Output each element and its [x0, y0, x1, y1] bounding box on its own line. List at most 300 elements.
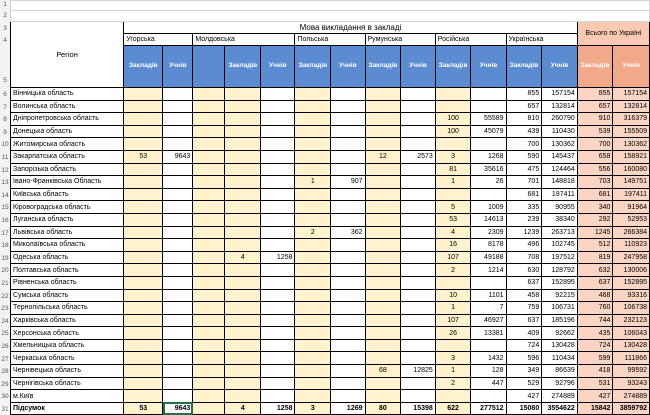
cell[interactable] [401, 302, 436, 315]
cell[interactable] [331, 352, 365, 365]
cell[interactable]: 1432 [471, 352, 506, 365]
cell[interactable] [124, 339, 163, 352]
cell[interactable] [225, 264, 261, 277]
region-cell[interactable]: м.Київ [11, 390, 124, 403]
region-cell[interactable]: Івано-Франківська Область [11, 176, 124, 189]
cell[interactable]: 100 [435, 125, 471, 138]
cell[interactable]: 197411 [613, 188, 650, 201]
cell[interactable] [295, 113, 331, 126]
cell[interactable] [163, 339, 193, 352]
cell[interactable]: 149751 [613, 176, 650, 189]
cell[interactable] [193, 113, 225, 126]
table-row[interactable] [11, 251, 650, 264]
cell[interactable]: 106731 [542, 302, 578, 315]
cell[interactable]: 531 [577, 377, 613, 390]
cell[interactable] [163, 201, 193, 214]
row-number[interactable]: 5 [3, 77, 7, 84]
cell[interactable] [331, 390, 365, 403]
row-number[interactable]: 13 [1, 179, 9, 187]
cell[interactable] [124, 239, 163, 252]
cell[interactable] [261, 176, 295, 189]
cell[interactable] [295, 302, 331, 315]
cell[interactable] [261, 125, 295, 138]
cell[interactable] [163, 352, 193, 365]
cell[interactable] [331, 339, 365, 352]
cell[interactable]: 3 [435, 352, 471, 365]
cell[interactable] [225, 239, 261, 252]
cell[interactable] [365, 314, 401, 327]
cell[interactable]: 810 [506, 113, 542, 126]
cell[interactable]: 3554622 [542, 402, 578, 415]
cell[interactable] [124, 314, 163, 327]
sub-header[interactable]: Учнів [542, 46, 578, 88]
cell[interactable]: 855 [506, 88, 542, 101]
cell[interactable] [365, 390, 401, 403]
region-cell[interactable]: Закарпатська область [11, 150, 124, 163]
sub-header[interactable]: Закладів [365, 46, 401, 88]
cell[interactable] [435, 390, 471, 403]
table-row[interactable] [11, 314, 650, 327]
cell[interactable] [163, 314, 193, 327]
cell[interactable]: 46927 [471, 314, 506, 327]
region-cell[interactable]: Харківська область [11, 314, 124, 327]
table-row[interactable] [11, 226, 650, 239]
cell[interactable] [124, 377, 163, 390]
cell[interactable]: 155509 [613, 125, 650, 138]
cell[interactable]: 9643 [163, 402, 193, 415]
cell[interactable] [401, 289, 436, 302]
cell[interactable]: 148818 [542, 176, 578, 189]
cell[interactable]: 81 [435, 163, 471, 176]
cell[interactable]: 7 [471, 302, 506, 315]
cell[interactable] [365, 201, 401, 214]
cell[interactable]: 53 [124, 150, 163, 163]
cell[interactable] [193, 390, 225, 403]
cell[interactable]: 1239 [506, 226, 542, 239]
cell[interactable] [261, 100, 295, 113]
cell[interactable] [225, 390, 261, 403]
cell[interactable] [365, 339, 401, 352]
cell[interactable] [295, 188, 331, 201]
cell[interactable] [225, 365, 261, 378]
cell[interactable]: 99592 [613, 365, 650, 378]
cell[interactable] [163, 125, 193, 138]
cell[interactable]: 681 [506, 188, 542, 201]
cell[interactable] [225, 88, 261, 101]
table-row[interactable] [11, 377, 650, 390]
cell[interactable] [193, 163, 225, 176]
cell[interactable] [295, 88, 331, 101]
table-row[interactable] [11, 100, 650, 113]
cell[interactable] [401, 125, 436, 138]
table-row[interactable] [11, 138, 650, 151]
cell[interactable] [124, 226, 163, 239]
cell[interactable] [331, 150, 365, 163]
cell[interactable] [193, 339, 225, 352]
cell[interactable]: 107 [435, 314, 471, 327]
cell[interactable] [225, 302, 261, 315]
cell[interactable] [163, 88, 193, 101]
row-number[interactable]: 7 [3, 103, 7, 111]
cell[interactable]: 157154 [542, 88, 578, 101]
cell[interactable] [163, 289, 193, 302]
cell[interactable] [261, 264, 295, 277]
cell[interactable]: 68 [365, 365, 401, 378]
cell[interactable]: 468 [577, 289, 613, 302]
region-cell[interactable]: Чернівецька область [11, 365, 124, 378]
cell[interactable]: 106043 [613, 327, 650, 340]
cell[interactable] [124, 365, 163, 378]
cell[interactable] [193, 125, 225, 138]
sub-header[interactable]: Учнів [261, 46, 295, 88]
cell[interactable]: 45079 [471, 125, 506, 138]
cell[interactable]: 622 [435, 402, 471, 415]
cell[interactable] [435, 100, 471, 113]
cell[interactable]: 1 [295, 176, 331, 189]
cell[interactable] [401, 276, 436, 289]
cell[interactable]: 1101 [471, 289, 506, 302]
region-cell[interactable]: Дніпропетровська область [11, 113, 124, 126]
sub-header[interactable]: Закладів [577, 46, 613, 88]
cell[interactable]: 2 [435, 377, 471, 390]
cell[interactable] [295, 390, 331, 403]
cell[interactable]: 632 [577, 264, 613, 277]
cell[interactable] [401, 239, 436, 252]
cell[interactable]: 2309 [471, 226, 506, 239]
row-number[interactable]: 26 [1, 343, 9, 350]
cell[interactable]: 512 [577, 239, 613, 252]
region-cell[interactable]: Підсумок [11, 402, 124, 415]
cell[interactable] [365, 352, 401, 365]
cell[interactable] [365, 176, 401, 189]
table-row[interactable] [11, 176, 650, 189]
cell[interactable] [225, 125, 261, 138]
cell[interactable] [331, 276, 365, 289]
table-row[interactable] [11, 264, 650, 277]
row-number[interactable]: 1 [3, 1, 7, 8]
table-row[interactable] [11, 88, 650, 101]
cell[interactable] [193, 213, 225, 226]
cell[interactable]: 3859792 [613, 402, 650, 415]
cell[interactable] [261, 352, 295, 365]
cell[interactable]: 539 [577, 125, 613, 138]
cell[interactable]: 658 [577, 150, 613, 163]
cell[interactable]: 14613 [471, 213, 506, 226]
cell[interactable]: 1245 [577, 226, 613, 239]
sub-header[interactable]: Закладів [225, 46, 261, 88]
cell[interactable]: 760 [577, 302, 613, 315]
cell[interactable]: 102745 [542, 239, 578, 252]
row-number[interactable]: 15 [1, 204, 9, 212]
cell[interactable] [401, 88, 436, 101]
cell[interactable] [225, 163, 261, 176]
table-row[interactable] [11, 239, 650, 252]
cell[interactable] [193, 100, 225, 113]
table-row[interactable] [11, 188, 650, 201]
cell[interactable] [124, 213, 163, 226]
table-row[interactable] [11, 276, 650, 289]
cell[interactable]: 52953 [613, 213, 650, 226]
sub-header[interactable]: Учнів [613, 46, 650, 88]
cell[interactable]: 110430 [542, 125, 578, 138]
cell[interactable]: 599 [577, 352, 613, 365]
cell[interactable] [401, 251, 436, 264]
sub-header[interactable]: Учнів [331, 46, 365, 88]
row-number[interactable]: 24 [1, 317, 9, 325]
cell[interactable]: 110923 [613, 239, 650, 252]
cell[interactable] [365, 289, 401, 302]
row-number[interactable]: 30 [1, 393, 9, 401]
cell[interactable] [471, 276, 506, 289]
cell[interactable]: 100 [435, 113, 471, 126]
cell[interactable] [295, 352, 331, 365]
cell[interactable] [163, 264, 193, 277]
cell[interactable] [365, 113, 401, 126]
region-cell[interactable]: Луганська область [11, 213, 124, 226]
region-cell[interactable]: Хмельницька область [11, 339, 124, 352]
row-number[interactable]: 16 [1, 217, 9, 224]
cell[interactable] [471, 339, 506, 352]
cell[interactable] [331, 88, 365, 101]
cell[interactable] [124, 88, 163, 101]
cell[interactable]: 2573 [401, 150, 436, 163]
cell[interactable] [295, 100, 331, 113]
row-number[interactable]: 17 [1, 229, 9, 237]
region-cell[interactable]: Полтавська область [11, 264, 124, 277]
cell[interactable] [295, 163, 331, 176]
cell[interactable] [261, 226, 295, 239]
region-cell[interactable]: Львівська область [11, 226, 124, 239]
cell[interactable] [225, 201, 261, 214]
cell[interactable] [193, 239, 225, 252]
cell[interactable] [225, 138, 261, 151]
cell[interactable] [261, 88, 295, 101]
cell[interactable] [124, 276, 163, 289]
cell[interactable] [295, 339, 331, 352]
cell[interactable]: 1 [435, 365, 471, 378]
cell[interactable] [261, 390, 295, 403]
cell[interactable]: 819 [577, 251, 613, 264]
cell[interactable]: 700 [577, 138, 613, 151]
cell[interactable] [471, 188, 506, 201]
cell[interactable] [331, 113, 365, 126]
cell[interactable]: 111866 [613, 352, 650, 365]
language-title[interactable]: Мова викладання в закладі [124, 22, 578, 34]
cell[interactable] [261, 314, 295, 327]
cell[interactable]: 1258 [261, 251, 295, 264]
cell[interactable] [261, 302, 295, 315]
cell[interactable] [163, 251, 193, 264]
cell[interactable]: 744 [577, 314, 613, 327]
cell[interactable] [225, 213, 261, 226]
cell[interactable] [365, 213, 401, 226]
cell[interactable]: 1258 [261, 402, 295, 415]
cell[interactable] [225, 100, 261, 113]
cell[interactable] [163, 239, 193, 252]
cell[interactable] [261, 213, 295, 226]
cell[interactable] [261, 377, 295, 390]
cell[interactable] [193, 327, 225, 340]
cell[interactable] [163, 176, 193, 189]
cell[interactable] [401, 201, 436, 214]
row-number[interactable]: 14 [1, 191, 9, 199]
table-row[interactable] [11, 352, 650, 365]
cell[interactable]: 132814 [542, 100, 578, 113]
cell[interactable] [471, 88, 506, 101]
cell[interactable]: 157154 [613, 88, 650, 101]
cell[interactable] [124, 125, 163, 138]
cell[interactable] [295, 201, 331, 214]
cell[interactable] [401, 339, 436, 352]
cell[interactable] [295, 365, 331, 378]
cell[interactable] [401, 176, 436, 189]
cell[interactable] [435, 138, 471, 151]
cell[interactable]: 132814 [613, 100, 650, 113]
cell[interactable] [225, 352, 261, 365]
cell[interactable] [401, 264, 436, 277]
cell[interactable]: 362 [331, 226, 365, 239]
cell[interactable] [261, 276, 295, 289]
cell[interactable] [124, 201, 163, 214]
region-cell[interactable]: Донецька область [11, 125, 124, 138]
sub-header[interactable]: Закладів [295, 46, 331, 88]
cell[interactable] [295, 213, 331, 226]
cell[interactable]: 16 [435, 239, 471, 252]
row-number[interactable]: 11 [1, 154, 9, 161]
cell[interactable]: 152895 [542, 276, 578, 289]
region-cell[interactable]: Черкаська область [11, 352, 124, 365]
row-number[interactable]: 18 [1, 242, 9, 250]
cell[interactable] [365, 226, 401, 239]
cell[interactable] [365, 302, 401, 315]
total-row[interactable] [11, 402, 650, 415]
cell[interactable]: 427 [506, 390, 542, 403]
table-row[interactable] [11, 201, 650, 214]
cell[interactable]: 92796 [542, 377, 578, 390]
table-row[interactable] [11, 163, 650, 176]
cell[interactable]: 13381 [471, 327, 506, 340]
cell[interactable] [225, 289, 261, 302]
cell[interactable]: 130006 [613, 264, 650, 277]
cell[interactable] [295, 276, 331, 289]
cell[interactable]: 152895 [613, 276, 650, 289]
language-header[interactable]: Українська [506, 34, 577, 46]
cell[interactable]: 637 [506, 314, 542, 327]
cell[interactable]: 3 [295, 402, 331, 415]
cell[interactable] [365, 251, 401, 264]
cell[interactable] [163, 226, 193, 239]
cell[interactable] [193, 251, 225, 264]
cell[interactable]: 4 [225, 402, 261, 415]
cell[interactable]: 12 [365, 150, 401, 163]
cell[interactable] [331, 365, 365, 378]
cell[interactable] [401, 226, 436, 239]
cell[interactable]: 145437 [542, 150, 578, 163]
cell[interactable]: 427 [577, 390, 613, 403]
cell[interactable] [193, 289, 225, 302]
cell[interactable] [225, 226, 261, 239]
cell[interactable] [401, 188, 436, 201]
language-header[interactable]: Угорська [124, 34, 193, 46]
cell[interactable]: 49188 [471, 251, 506, 264]
cell[interactable]: 759 [506, 302, 542, 315]
cell[interactable]: 197411 [542, 188, 578, 201]
cell[interactable] [163, 113, 193, 126]
cell[interactable]: 724 [577, 339, 613, 352]
cell[interactable] [331, 201, 365, 214]
cell[interactable]: 700 [506, 138, 542, 151]
row-number[interactable]: 27 [1, 355, 9, 363]
cell[interactable] [163, 213, 193, 226]
table-row[interactable] [11, 213, 650, 226]
cell[interactable] [435, 276, 471, 289]
empty-row-1[interactable] [11, 1, 650, 11]
cell[interactable]: 92662 [542, 327, 578, 340]
cell[interactable] [365, 377, 401, 390]
cell[interactable]: 263713 [542, 226, 578, 239]
cell[interactable] [124, 289, 163, 302]
cell[interactable]: 90955 [542, 201, 578, 214]
cell[interactable]: 5 [435, 201, 471, 214]
cell[interactable] [225, 327, 261, 340]
cell[interactable]: 92215 [542, 289, 578, 302]
cell[interactable] [435, 188, 471, 201]
cell[interactable] [331, 188, 365, 201]
cell[interactable] [331, 239, 365, 252]
row-number[interactable]: 4 [3, 37, 7, 44]
table-row[interactable] [11, 125, 650, 138]
cell[interactable]: 1 [435, 302, 471, 315]
region-header[interactable]: Регіон [11, 22, 124, 88]
cell[interactable]: 277512 [471, 402, 506, 415]
row-number[interactable]: 22 [1, 292, 9, 300]
cell[interactable]: 107 [435, 251, 471, 264]
cell[interactable]: 55589 [471, 113, 506, 126]
cell[interactable]: 3 [435, 150, 471, 163]
cell[interactable]: 80 [365, 402, 401, 415]
cell[interactable]: 4 [435, 226, 471, 239]
row-number[interactable]: 19 [1, 254, 9, 262]
cell[interactable] [124, 163, 163, 176]
cell[interactable] [295, 264, 331, 277]
cell[interactable] [124, 327, 163, 340]
row-number[interactable]: 31 [1, 406, 9, 413]
cell[interactable] [401, 163, 436, 176]
cell[interactable] [124, 251, 163, 264]
cell[interactable] [193, 365, 225, 378]
cell[interactable] [365, 163, 401, 176]
cell[interactable]: 266384 [613, 226, 650, 239]
cell[interactable] [261, 113, 295, 126]
cell[interactable]: 418 [577, 365, 613, 378]
cell[interactable] [261, 339, 295, 352]
cell[interactable]: 247958 [613, 251, 650, 264]
cell[interactable] [225, 150, 261, 163]
cell[interactable] [193, 188, 225, 201]
cell[interactable] [331, 213, 365, 226]
cell[interactable]: 1 [435, 176, 471, 189]
cell[interactable] [225, 377, 261, 390]
language-header[interactable]: Румунська [365, 34, 435, 46]
cell[interactable] [261, 138, 295, 151]
cell[interactable]: 1269 [331, 402, 365, 415]
cell[interactable]: 26 [471, 176, 506, 189]
cell[interactable]: 447 [471, 377, 506, 390]
cell[interactable]: 681 [577, 188, 613, 201]
cell[interactable] [331, 251, 365, 264]
cell[interactable]: 1214 [471, 264, 506, 277]
cell[interactable] [365, 239, 401, 252]
